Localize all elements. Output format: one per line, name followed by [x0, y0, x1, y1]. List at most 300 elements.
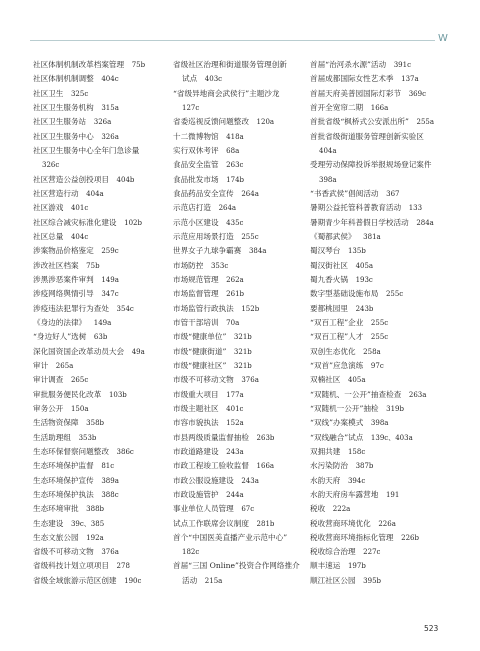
- index-term: 市级“健康街道”: [173, 346, 227, 356]
- index-term: 十二微博物馆: [173, 131, 219, 141]
- index-term: 示范小区建设: [173, 217, 219, 227]
- index-term: 首届成都国际女性艺术季: [310, 74, 394, 84]
- index-page-ref: 193c: [355, 275, 373, 284]
- index-entry: [33, 345, 165, 359]
- index-term: 暑期青少年科普假日学校活动: [310, 217, 409, 227]
- index-page-ref: 315a: [101, 103, 119, 112]
- index-page-ref: 152a: [226, 419, 244, 428]
- index-page-ref: 158c: [347, 447, 366, 456]
- index-term: 市场规范管理: [173, 274, 219, 284]
- index-page-ref: 226b: [401, 533, 419, 542]
- index-entry: [33, 144, 165, 158]
- index-entry: [33, 502, 165, 516]
- index-term: 税收营商环境指标化管理: [310, 532, 394, 542]
- index-page-ref: 347c: [101, 290, 119, 299]
- index-page-ref: 386c: [116, 447, 134, 456]
- index-term: 首届“治河杀水源”活动: [310, 60, 387, 69]
- index-page-ref: 263a: [408, 390, 427, 399]
- index-entry: [173, 359, 305, 373]
- index-term: 生态环境保护监督: [33, 461, 94, 471]
- index-page-ref: 49a: [131, 347, 145, 356]
- index-entry: [33, 359, 165, 373]
- index-page-ref: 389a: [101, 476, 119, 485]
- index-page-ref: 376a: [241, 376, 259, 385]
- index-term: 税收: [310, 504, 326, 514]
- index-entry: [173, 402, 305, 416]
- index-page-ref: 255c: [241, 232, 259, 241]
- index-entry: [310, 416, 446, 430]
- index-page-ref: 404a: [319, 146, 337, 155]
- index-term: 市政工程竣工验收监督: [173, 461, 249, 471]
- index-page-ref: 120a: [256, 118, 275, 127]
- index-term: 省级科技计划立项项目: [33, 561, 109, 571]
- index-entry: [33, 244, 165, 258]
- index-entry: [33, 158, 165, 172]
- index-page-ref: 255a: [416, 118, 435, 127]
- index-page-ref: 265c: [70, 376, 89, 385]
- index-entry: [33, 459, 165, 473]
- index-page-ref: 192a: [86, 533, 104, 542]
- index-page-ref: 39c、385: [70, 519, 105, 528]
- index-term: 首个“中国医美直播产业示范中心”: [173, 532, 288, 542]
- index-term: 涉疫网络舆情引导: [33, 289, 94, 299]
- index-page-ref: 358b: [86, 419, 104, 428]
- index-term: 市场监管行政执法: [173, 303, 234, 313]
- index-entry: [310, 517, 446, 531]
- index-term: 社区卫生服务中心全年门急诊量: [33, 145, 140, 155]
- index-term: 世界女子九球争霸赛: [173, 246, 242, 256]
- index-entry: [33, 302, 165, 316]
- index-page-ref: 243a: [241, 476, 259, 485]
- index-term: 食品安全监管: [173, 160, 219, 170]
- index-term: 双拥共建: [310, 446, 341, 456]
- index-term: 涉案物品价格鉴定: [33, 246, 94, 256]
- index-term: 审计调查: [33, 375, 64, 385]
- index-term: 税收综合治理: [310, 547, 356, 557]
- index-entry: [173, 187, 305, 201]
- index-page-ref: 152b: [241, 304, 260, 313]
- index-term: 生活物资保障: [33, 418, 79, 428]
- index-page-ref: 149a: [93, 318, 112, 327]
- index-entry: [173, 517, 305, 531]
- index-entry: [33, 545, 165, 559]
- index-column-2: [173, 58, 305, 588]
- index-page-ref: 70a: [226, 318, 240, 327]
- index-entry: [310, 531, 446, 545]
- index-entry: [173, 144, 305, 158]
- index-term: 社区游戏: [33, 203, 64, 213]
- index-term: 市政公服设施建设: [173, 475, 234, 485]
- index-entry: [173, 330, 305, 344]
- index-entry: [310, 345, 446, 359]
- index-term: 市级主题社区: [173, 403, 219, 413]
- index-page-ref: 258a: [363, 347, 381, 356]
- index-page-ref: 166a: [370, 103, 389, 112]
- index-page-ref: 75b: [131, 61, 146, 69]
- index-entry: [173, 58, 305, 72]
- index-entry: [173, 130, 305, 144]
- index-entry: [173, 216, 305, 230]
- index-term: 市管干部培训: [173, 317, 219, 327]
- index-page-ref: 264a: [241, 189, 259, 198]
- index-entry: [310, 115, 446, 129]
- index-page-ref: 281b: [256, 519, 275, 528]
- index-page-ref: 381a: [363, 232, 381, 241]
- index-entry: [310, 445, 446, 459]
- index-entry: [173, 459, 305, 473]
- index-entry: [173, 474, 305, 488]
- index-page-ref: 435c: [226, 218, 244, 227]
- index-term: 首批省级“枫桥式公安派出所”: [310, 117, 409, 127]
- index-term: 顺江社区公园: [310, 575, 356, 585]
- index-page-ref: 321b: [233, 333, 252, 342]
- index-page-ref: 325c: [70, 89, 89, 98]
- index-page-ref: 67c: [241, 505, 255, 514]
- index-term: 审计: [33, 360, 49, 370]
- index-entry: [310, 216, 446, 230]
- index-entry: [173, 230, 305, 244]
- index-term: 生活助理组: [33, 432, 71, 442]
- index-term: 深化国资国企改革动员大会: [33, 346, 125, 356]
- index-page-ref: 401c: [226, 404, 244, 413]
- index-term: 试点工作联席会议制度: [173, 518, 249, 528]
- index-entry: [33, 431, 165, 445]
- index-page-ref: 127c: [182, 103, 200, 112]
- index-term: 市县两级质量监督抽检: [173, 432, 249, 442]
- index-term: 市政设施管护: [173, 489, 219, 499]
- index-term: 市场监督管理: [173, 289, 219, 299]
- index-page-ref: 177a: [226, 390, 244, 399]
- index-entry: [33, 187, 165, 201]
- index-term: 蜀汉琴台: [310, 246, 341, 256]
- index-entry: [173, 545, 305, 559]
- index-entry: [33, 216, 165, 230]
- index-page-ref: 75b: [86, 261, 100, 270]
- index-entry: [33, 488, 165, 502]
- index-page-ref: 404c: [70, 232, 89, 241]
- index-term: 市级重大项目: [173, 389, 219, 399]
- index-term: 要都桃园里: [310, 303, 348, 313]
- index-page-ref: 227c: [363, 548, 381, 557]
- index-term: 审务公开: [33, 403, 64, 413]
- index-page-ref: 387b: [355, 462, 374, 471]
- index-page-ref: 261b: [226, 290, 244, 299]
- index-term: 市级不可移动文物: [173, 375, 234, 385]
- index-page-ref: 319b: [386, 404, 404, 413]
- index-term: 省级全域旅游示范区创建: [33, 575, 117, 585]
- index-term: 活动: [182, 575, 198, 585]
- index-term: 顺丰速运: [310, 561, 341, 571]
- index-term: 生态环境保护执法: [33, 489, 94, 499]
- index-entry: [173, 101, 305, 115]
- index-entry: [33, 173, 165, 187]
- index-entry: [33, 445, 165, 459]
- index-entry: [310, 574, 446, 588]
- index-page-ref: 394c: [347, 476, 366, 485]
- index-entry: [310, 130, 446, 144]
- index-entry: [310, 244, 446, 258]
- index-page-ref: 388b: [86, 505, 104, 514]
- index-entry: [33, 273, 165, 287]
- index-entry: [173, 488, 305, 502]
- index-page-ref: 190c: [124, 576, 142, 585]
- index-term: 税收营商环境优化: [310, 518, 371, 528]
- index-page-ref: 354c: [116, 304, 134, 313]
- index-page-ref: 139c、403a: [370, 433, 413, 442]
- index-entry: [310, 287, 446, 301]
- index-entry: [33, 259, 165, 273]
- index-term: 首届“三国 Online”投资合作网络推介: [173, 561, 300, 571]
- index-term: 省级社区治理和街道服务管理创新: [173, 60, 287, 69]
- index-entry: [173, 72, 305, 86]
- index-term: 市场防控: [173, 260, 204, 270]
- index-entry: [310, 230, 446, 244]
- index-term: 社区综合减灾标准化建设: [33, 217, 117, 227]
- index-term: “双百工程”企业: [310, 317, 364, 327]
- index-page-ref: 97c: [370, 361, 384, 370]
- index-page-ref: 68a: [226, 146, 240, 155]
- index-term: 生态环境审批: [33, 504, 79, 514]
- index-term: 暑期公益托管科普教育活动: [310, 203, 402, 213]
- index-page-ref: 243b: [355, 304, 374, 313]
- index-page-ref: 182c: [182, 548, 200, 557]
- index-page-ref: 405a: [347, 376, 366, 385]
- index-page-ref: 262a: [226, 275, 244, 284]
- index-entry: [310, 158, 446, 172]
- index-entry: [173, 373, 305, 387]
- index-page-ref: 404c: [101, 75, 119, 84]
- index-entry: [173, 445, 305, 459]
- index-page-ref: 326a: [101, 132, 119, 141]
- index-entry: [310, 502, 446, 516]
- index-page-ref: 263c: [226, 161, 244, 170]
- index-page-ref: 226a: [378, 519, 396, 528]
- index-page-ref: 321b: [233, 347, 252, 356]
- page-number: 523: [424, 624, 439, 633]
- index-term: 首批省级街道服务管理创新实验区: [310, 131, 424, 141]
- index-page-ref: 321b: [233, 361, 252, 370]
- index-term: 试点: [182, 74, 198, 84]
- index-term: 蜀汉街社区: [310, 260, 348, 270]
- index-term: 受理劳动保障投诉举报规场登记案件: [310, 160, 432, 170]
- index-page-ref: 353c: [210, 261, 229, 270]
- index-term: 社区卫生服务中心: [33, 131, 94, 141]
- index-page-ref: 388c: [101, 490, 119, 499]
- index-entry: [310, 144, 446, 158]
- index-page-ref: 403c: [204, 75, 223, 84]
- header-rule: [30, 40, 435, 41]
- index-term: 市级“健康单位”: [173, 332, 227, 342]
- index-entry: [173, 388, 305, 402]
- index-page-ref: 369c: [408, 89, 426, 98]
- index-entry: [173, 287, 305, 301]
- index-term: 审批服务便民化改革: [33, 389, 102, 399]
- index-page-ref: 174b: [226, 175, 244, 184]
- index-page-ref: 81c: [101, 462, 115, 471]
- index-page-ref: 255c: [385, 290, 404, 299]
- index-term: 数字型基础设施布局: [310, 289, 379, 299]
- index-entry: [33, 388, 165, 402]
- index-term: 《身边的法律》: [33, 317, 87, 327]
- index-term: 市容市貌执法: [173, 418, 219, 428]
- index-entry: [173, 416, 305, 430]
- index-entry: [310, 173, 446, 187]
- index-entry: [173, 431, 305, 445]
- index-entry: [310, 259, 446, 273]
- index-term: 生态建设: [33, 518, 64, 528]
- index-term: 蜀九香火锅: [310, 274, 348, 284]
- index-page-ref: 197b: [347, 562, 366, 571]
- index-entry: [310, 459, 446, 473]
- index-entry: [173, 87, 305, 101]
- index-term: “双百工程”人才: [310, 332, 364, 342]
- index-term: 《蜀都武侯》: [310, 231, 356, 241]
- index-entry: [310, 273, 446, 287]
- index-term: “双线”办案模式: [310, 418, 364, 428]
- index-page-ref: 215a: [204, 576, 223, 585]
- index-entry: [33, 402, 165, 416]
- index-page-ref: 264a: [218, 204, 237, 213]
- index-page-ref: 353b: [78, 433, 97, 442]
- index-entry: [310, 559, 446, 573]
- index-page-ref: 367: [386, 189, 400, 198]
- index-page-ref: 405a: [355, 261, 374, 270]
- index-entry: [310, 72, 446, 86]
- index-entry: [173, 531, 305, 545]
- index-page-ref: 133: [408, 204, 423, 213]
- index-term: “双首”应急演练: [310, 360, 364, 370]
- index-term: 食品药品安全宣传: [173, 188, 234, 198]
- index-term: 双楠社区: [310, 375, 341, 385]
- index-column-3: [310, 58, 446, 588]
- index-entry: [33, 87, 165, 101]
- index-entry: [33, 72, 165, 86]
- index-term: “双随机、一公开”抽查检查: [310, 389, 402, 399]
- index-entry: [173, 302, 305, 316]
- index-page-ref: 376a: [101, 548, 119, 557]
- index-page-ref: 222a: [332, 505, 351, 514]
- index-term: 社区卫生服务站: [33, 117, 87, 127]
- index-term: 社区体制机制调整: [33, 74, 94, 84]
- index-page-ref: 326a: [93, 118, 112, 127]
- index-entry: [33, 115, 165, 129]
- index-entry: [173, 259, 305, 273]
- index-entry: [310, 187, 446, 201]
- index-page-ref: 391c: [393, 61, 411, 69]
- index-term: 食品批发市场: [173, 174, 219, 184]
- index-page-ref: 150a: [70, 404, 89, 413]
- index-entry: [310, 373, 446, 387]
- index-page-ref: 284a: [416, 218, 434, 227]
- index-page-ref: 259c: [101, 247, 119, 256]
- index-entry: [310, 302, 446, 316]
- index-entry: [173, 345, 305, 359]
- index-term: 涉疫违法犯罪行为查处: [33, 303, 109, 313]
- index-entry: [33, 130, 165, 144]
- index-entry: [173, 574, 305, 588]
- index-entry: [33, 330, 165, 344]
- index-entry: [33, 316, 165, 330]
- index-entry: [173, 273, 305, 287]
- index-term: 生态环境保护宣传: [33, 475, 94, 485]
- index-term: “书香武侯”倡阅活动: [310, 188, 379, 198]
- index-entry: [310, 474, 446, 488]
- index-entry: [310, 87, 446, 101]
- index-page-ref: 255c: [370, 333, 389, 342]
- index-entry: [310, 359, 446, 373]
- index-entry: [33, 201, 165, 215]
- index-entry: [173, 173, 305, 187]
- index-page-ref: 401c: [70, 204, 89, 213]
- index-page-ref: 404b: [116, 175, 135, 184]
- index-entry: [173, 316, 305, 330]
- index-entry: [33, 416, 165, 430]
- index-page-ref: 278: [116, 562, 130, 571]
- index-entry: [310, 431, 446, 445]
- index-entry: [310, 316, 446, 330]
- index-entry: [310, 201, 446, 215]
- index-term: 双创生态优化: [310, 346, 356, 356]
- index-term: 省级不可移动文物: [33, 547, 94, 557]
- index-term: 示范应用场景打造: [173, 231, 234, 241]
- index-term: “省级异地商会武侯行”主题沙龙: [173, 88, 280, 98]
- index-term: 首开全宽帘二期: [310, 102, 364, 112]
- index-entry: [173, 502, 305, 516]
- index-term: 实行双休考评: [173, 145, 219, 155]
- index-term: 首届天府美普园国际灯彩节: [310, 88, 402, 98]
- index-page-ref: 265a: [55, 361, 74, 370]
- index-entry: [310, 545, 446, 559]
- index-entry: [33, 58, 165, 72]
- index-entry: [310, 402, 446, 416]
- index-term: 社区卫生服务机构: [33, 102, 94, 112]
- index-term: 生态环保督察问题整改: [33, 446, 109, 456]
- index-term: 社区总量: [33, 231, 64, 241]
- index-entry: [33, 230, 165, 244]
- index-entry: [33, 574, 165, 588]
- index-term: 生态文旅公园: [33, 532, 79, 542]
- index-term: 社区体制机制改革档案管理: [33, 60, 125, 69]
- index-term: 事业单位人员管理: [173, 504, 234, 514]
- index-term: 社区营造行动: [33, 188, 79, 198]
- index-page-ref: 263b: [256, 433, 275, 442]
- index-term: 水韵天府: [310, 475, 341, 485]
- index-entry: [310, 388, 446, 402]
- index-entry: [173, 158, 305, 172]
- index-entry: [33, 101, 165, 115]
- index-page-ref: 243a: [226, 447, 244, 456]
- index-page-ref: 135b: [347, 247, 366, 256]
- index-entry: [173, 115, 305, 129]
- index-term: 市政道路建设: [173, 446, 219, 456]
- index-term: 水韵天府房车露营地: [310, 489, 379, 499]
- index-page-ref: 326c: [42, 161, 60, 170]
- index-page-ref: 398a: [319, 175, 337, 184]
- index-page-ref: 398a: [370, 419, 389, 428]
- index-entry: [310, 330, 446, 344]
- index-page-ref: 384a: [248, 247, 267, 256]
- index-page-ref: 149a: [101, 275, 119, 284]
- index-term: 省委巡视反馈问题整改: [173, 117, 249, 127]
- index-term: 水污染防治: [310, 461, 348, 471]
- index-term: 市级“健康社区”: [173, 360, 227, 370]
- index-term: “双随机一公开”抽检: [310, 403, 379, 413]
- index-page-ref: 102b: [124, 218, 142, 227]
- index-entry: [33, 517, 165, 531]
- index-page-ref: 244a: [226, 490, 244, 499]
- index-entry: [33, 373, 165, 387]
- index-term: “双线融合”试点: [310, 432, 364, 442]
